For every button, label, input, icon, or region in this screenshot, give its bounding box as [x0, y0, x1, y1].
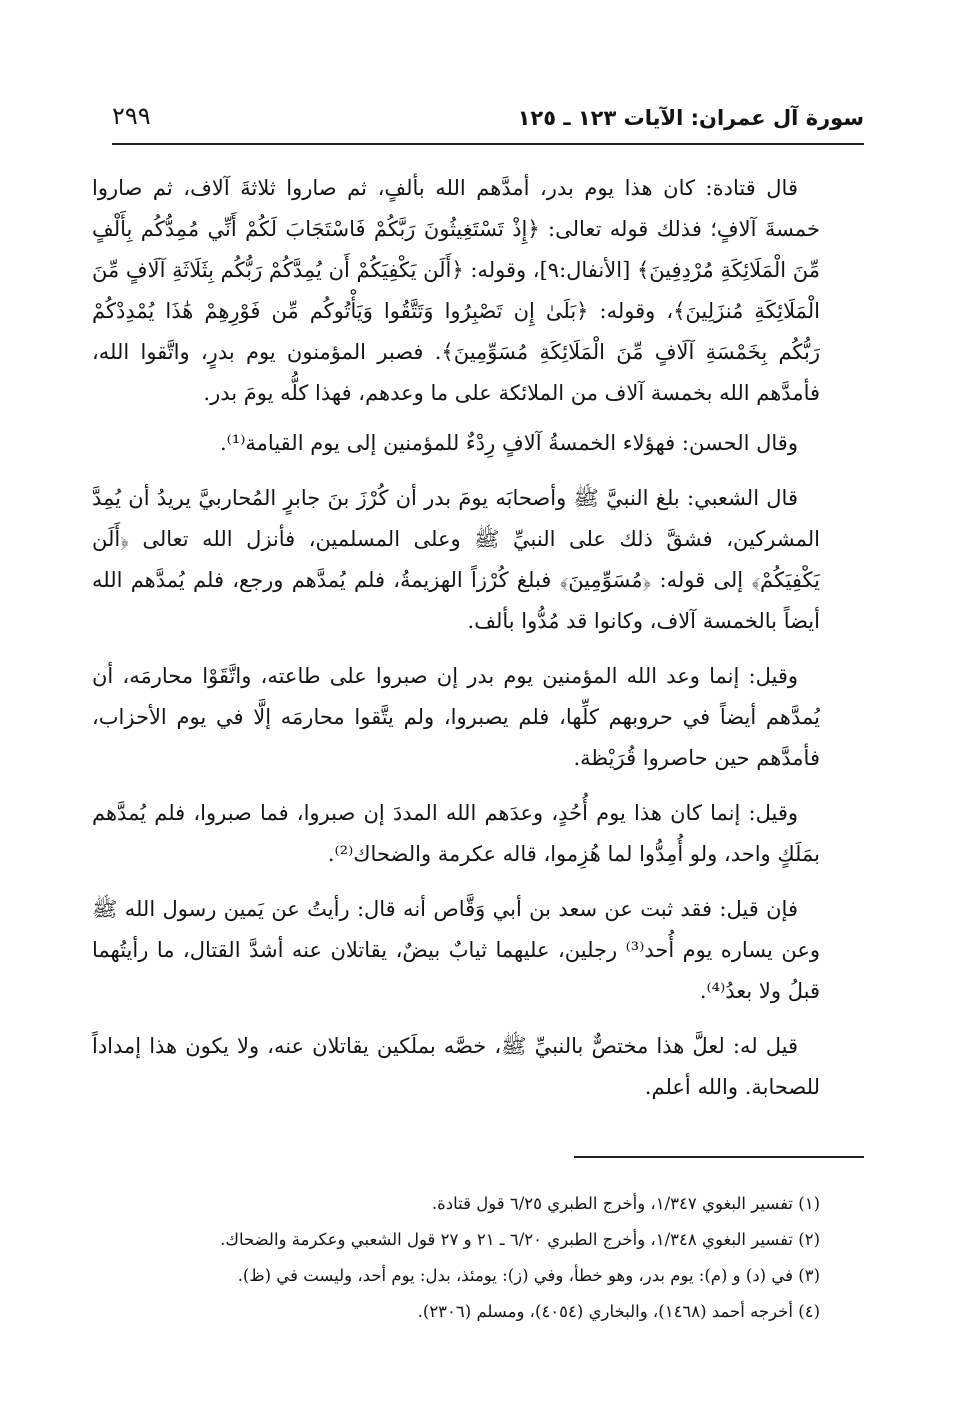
commentary-body	[92, 168, 820, 1117]
paragraph-hasan: وقال الحسن: فهؤلاء الخمسةُ آلافٍ رِدْءٌ للمؤمنين إلى يوم القيامة⁽¹⁾.	[220, 431, 798, 455]
footnote-2: (٢) تفسير البغوي ١/٣٤٨، وأخرج الطبري ٦/٢٠ ـ ٢١ و ٢٧ قول الشعبي وعكرمة والضحاك.	[220, 1230, 820, 1249]
footnote-4: (٤) أخرجه أحمد (١٤٦٨)، والبخاري (٤٠٥٤)، ومسلم (٢٣٠٦).	[417, 1302, 820, 1321]
paragraph-shabi: قال الشعبي: بلغ النبيَّ ﷺ وأصحابَه يومَ بدر أن كُرْزَ بنَ جابرٍ المُحاربيَّ يريدُ أن يُمِدَّ المشركين، فشقَّ ذلك على النبيِّ ﷺ وعلى المسلمين، فأنزل الله تعالى ﴿أَلَن يَكْفِيَكُمْ﴾ إلى قوله: ﴿مُسَوِّمِينَ﴾ فبلغ كُرْزاً الهزيمةُ، فلم يُمدَّهم ورجع، فلم يُمدَّهم الله أيضاً بالخمسة آلاف، وكانوا قد مُدُّوا بألف.	[92, 486, 820, 633]
footnote-1: (١) تفسير البغوي ١/٣٤٧، وأخرج الطبري ٦/٢٥ قول قتادة.	[431, 1194, 820, 1213]
footnotes	[92, 1186, 820, 1330]
paragraph-qil-badr: وقيل: إنما وعد الله المؤمنين يوم بدر إن صبروا على طاعته، واتَّقَوْا محارمَه، أن يُمدَّهم أيضاً في حروبهم كلِّها، فلم يصبروا، ولم يتَّقوا محارمَه إلَّا في يوم الأحزاب، فأمدَّهم حين حاصروا قُرَيْظة.	[92, 664, 820, 770]
header-rule	[112, 143, 864, 145]
paragraph-qil-uhud: وقيل: إنما كان هذا يوم أُحُدٍ، وعدَهم الله المددَ إن صبروا، فما صبروا، فلم يُمدَّهم بمَلَكٍ واحد، ولو أُمِدُّوا لما هُزِموا، قاله عكرمة والضحاك⁽²⁾.	[92, 801, 820, 866]
surah-title: سورة آل عمران: الآيات ١٢٣ ـ ١٢٥	[517, 106, 864, 130]
paragraph-qatada: قال قتادة: كان هذا يوم بدر، أمدَّهم الله بألفٍ، ثم صاروا ثلاثةَ آلاف، ثم صاروا خمسةَ آلافٍ؛ فذلك قوله تعالى: ﴿إِذْ تَسْتَغِيثُونَ رَبَّكُمْ فَاسْتَجَابَ لَكُمْ أَنِّي مُمِدُّكُم بِأَلْفٍ مِّنَ الْمَلَائِكَةِ مُرْدِفِينَ﴾ [الأنفال:٩]، وقوله: ﴿أَلَن يَكْفِيَكُمْ أَن يُمِدَّكُمْ رَبُّكُم بِثَلَاثَةِ آلَافٍ مِّنَ الْمَلَائِكَةِ مُنزَلِينَ﴾، وقوله: ﴿بَلَىٰ إِن تَصْبِرُوا وَتَتَّقُوا وَيَأْتُوكُم مِّن فَوْرِهِمْ هَٰذَا يُمْدِدْكُمْ رَبُّكُم بِخَمْسَةِ آلَافٍ مِّنَ الْمَلَائِكَةِ مُسَوِّمِينَ﴾. فصبر المؤمنون يوم بدرٍ، واتَّقوا الله، فأمدَّهم الله بخمسة آلاف من الملائكة على ما وعدهم، فهذا كلُّه يومَ بدر.	[92, 176, 820, 405]
paragraph-reply: قيل له: لعلَّ هذا مختصٌّ بالنبيِّ ﷺ، خصَّه بملَكين يقاتلان عنه، ولا يكون هذا إمداداً للصحابة. والله أعلم.	[92, 1034, 820, 1099]
running-header	[112, 102, 864, 142]
paragraph-saad-objection: فإن قيل: فقد ثبت عن سعد بن أبي وَقَّاص أنه قال: رأيتُ عن يَمين رسول الله ﷺ وعن يساره يوم أُحد⁽³⁾ رجلين، عليهما ثيابٌ بيضٌ، يقاتلان عنه أشدَّ القتال، ما رأيتُهما قبلُ ولا بعدُ⁽⁴⁾.	[92, 897, 820, 1003]
page-number: ٢٩٩	[112, 102, 151, 130]
footnote-separator	[574, 1156, 864, 1158]
footnote-3: (٣) في (د) و (م): يوم بدر، وهو خطأ، وفي (ز): يومئذ، بدل: يوم أحد، وليست في (ظ).	[237, 1266, 820, 1285]
